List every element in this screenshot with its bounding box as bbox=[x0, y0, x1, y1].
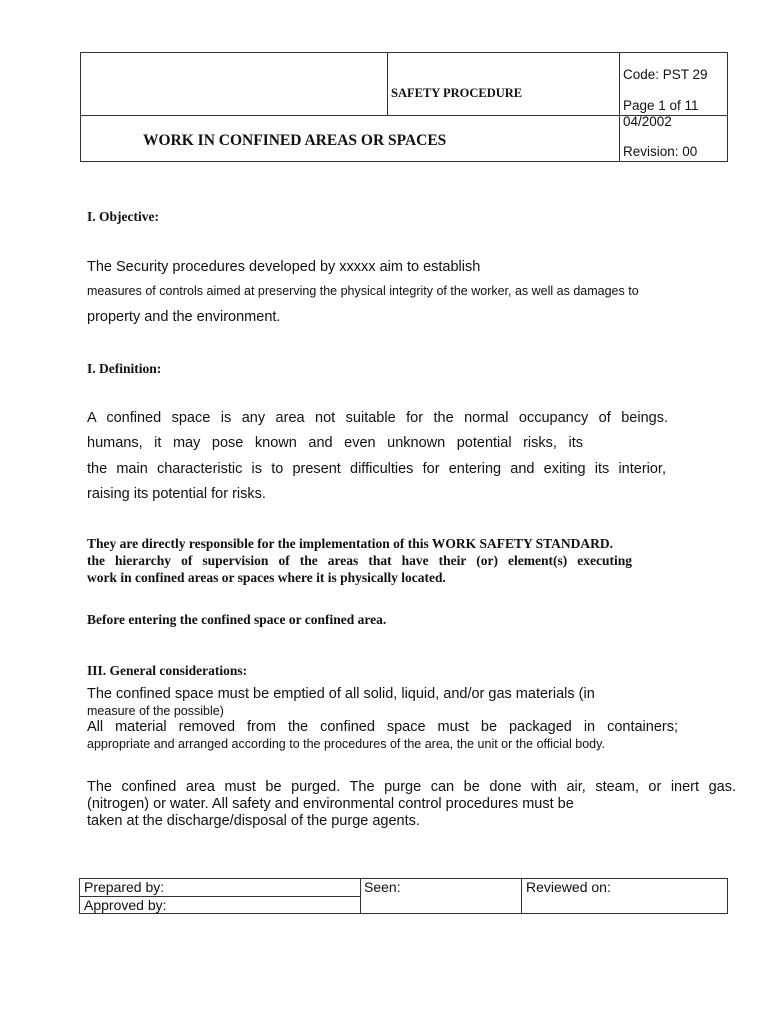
page-title: WORK IN CONFINED AREAS OR SPACES bbox=[143, 132, 447, 149]
header-divider bbox=[619, 53, 620, 161]
prepared-by-label: Prepared by: bbox=[84, 879, 165, 895]
general-text: All material removed from the confined space must be packaged in containers; bbox=[87, 719, 678, 735]
responsibility-text: work in confined areas or spaces where it is physically located. bbox=[87, 570, 446, 585]
revision-number: Revision: 00 bbox=[623, 144, 698, 159]
doc-type-label: SAFETY PROCEDURE bbox=[391, 86, 523, 100]
header-divider bbox=[81, 115, 619, 116]
doc-code: Code: PST 29 bbox=[623, 67, 708, 82]
definition-heading: I. Definition: bbox=[87, 361, 162, 376]
general-text: appropriate and arranged according to the procedures of the area, the unit or the official body. bbox=[87, 737, 605, 751]
before-entering-text: Before entering the confined space or confined area. bbox=[87, 612, 387, 627]
general-text: (nitrogen) or water. All safety and environmental control procedures must be bbox=[87, 796, 574, 812]
general-text: The confined space must be emptied of all solid, liquid, and/or gas materials (in bbox=[87, 686, 595, 702]
header-divider bbox=[387, 53, 388, 115]
responsibility-text: the hierarchy of supervision of the areas that have their (or) element(s) executing bbox=[87, 553, 632, 568]
general-text: taken at the discharge/disposal of the purge agents. bbox=[87, 813, 420, 829]
signoff-table bbox=[79, 878, 728, 914]
objective-heading: I. Objective: bbox=[87, 209, 159, 224]
general-text: measure of the possible) bbox=[87, 704, 224, 718]
general-heading: III. General considerations: bbox=[87, 663, 248, 678]
objective-text: The Security procedures developed by xxxxx aim to establish bbox=[87, 259, 481, 275]
definition-text: the main characteristic is to present difficulties for entering and exiting its interior, bbox=[87, 461, 666, 477]
signoff-divider bbox=[521, 879, 522, 913]
definition-text: humans, it may pose known and even unknown potential risks, its bbox=[87, 435, 583, 451]
objective-text: measures of controls aimed at preserving the physical integrity of the worker, as well as damages to bbox=[87, 284, 639, 298]
reviewed-on-label: Reviewed on: bbox=[526, 879, 611, 895]
objective-text: property and the environment. bbox=[87, 309, 281, 325]
definition-text: raising its potential for risks. bbox=[87, 486, 266, 502]
seen-label: Seen: bbox=[364, 879, 401, 895]
general-text: The confined area must be purged. The purge can be done with air, steam, or inert gas. bbox=[87, 779, 736, 795]
approved-by-label: Approved by: bbox=[84, 897, 167, 913]
responsibility-text: They are directly responsible for the implementation of this WORK SAFETY STANDARD. bbox=[87, 536, 614, 551]
page-number: Page 1 of 11 bbox=[623, 98, 699, 113]
definition-text: A confined space is any area not suitable for the normal occupancy of beings. bbox=[87, 410, 668, 426]
doc-date: 04/2002 bbox=[623, 114, 672, 129]
signoff-divider bbox=[360, 879, 361, 913]
